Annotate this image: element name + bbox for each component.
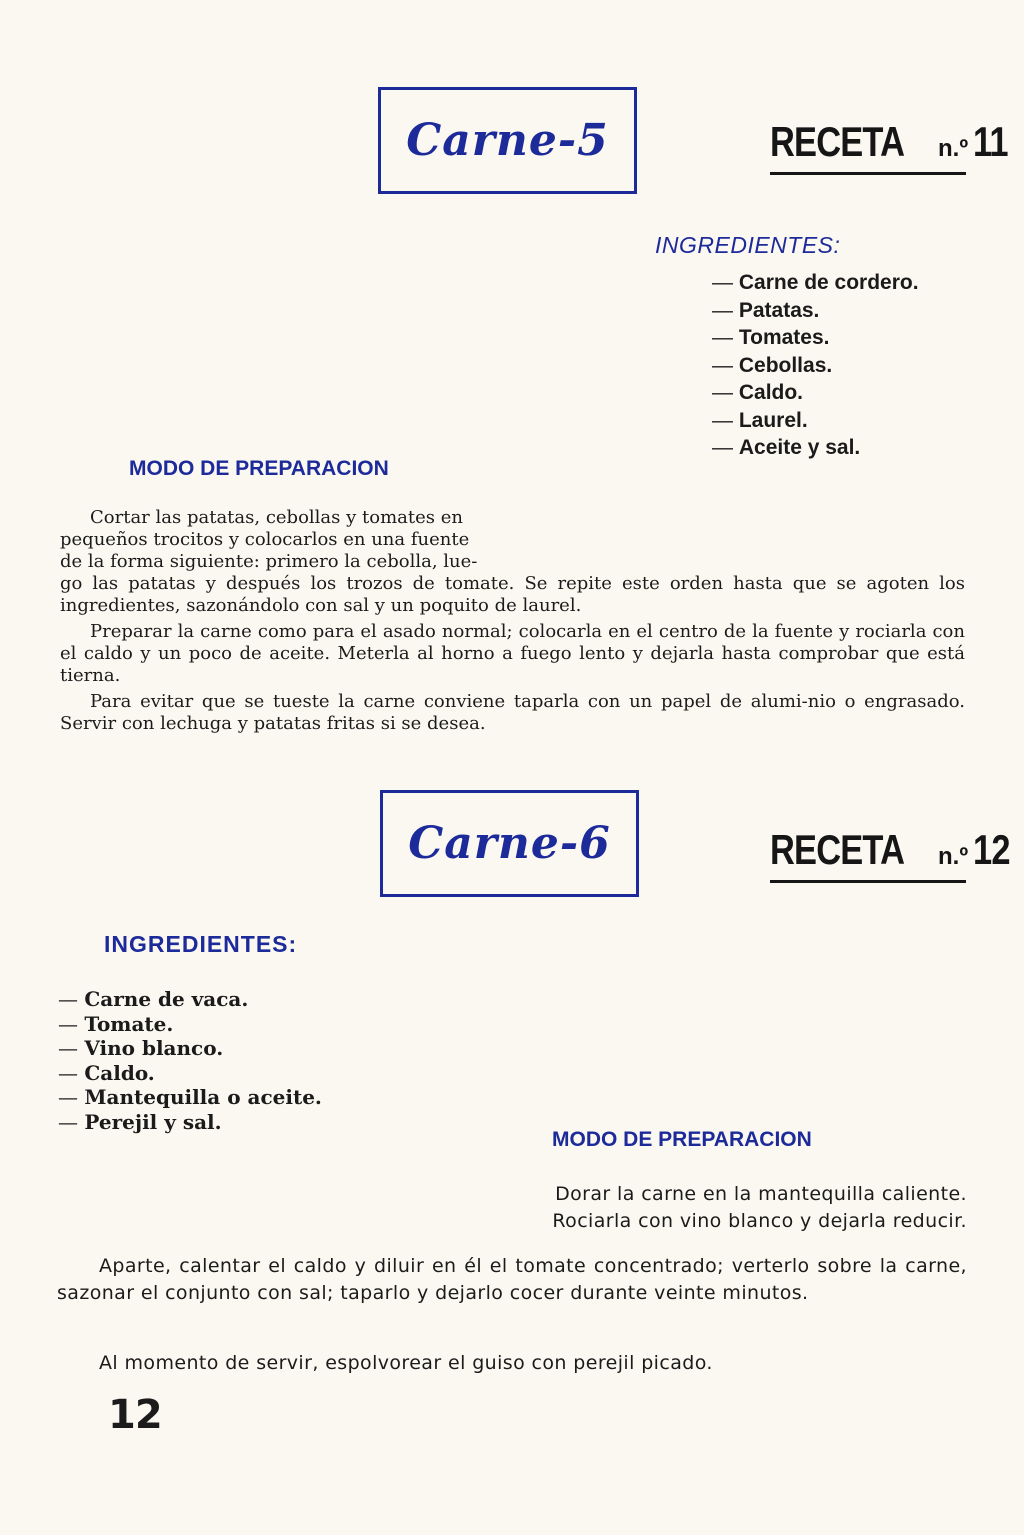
list-item: — Aceite y sal.	[712, 434, 919, 462]
method-paragraph: go las patatas y después los trozos de tomate. Se repite este orden hasta que se agoten los ingredientes, sazonándolo con sal y un poquito de laurel.	[60, 573, 965, 616]
recipe-title: Carne-6	[408, 818, 611, 869]
method-paragraph: Al momento de servir, espolvorear el guiso con perejil picado.	[99, 1352, 713, 1374]
method-heading: MODO DE PREPARACION	[129, 457, 389, 480]
recipe-number	[770, 826, 1010, 883]
list-item: — Caldo.	[712, 379, 919, 407]
method-paragraph: Para evitar que se tueste la carne conviene taparla con un papel de alumi-nio o engrasado. Servir con lechuga y patatas fritas si se desea.	[60, 691, 965, 734]
method-heading: MODO DE PREPARACION	[552, 1128, 812, 1151]
receta-label: RECETA	[770, 118, 905, 165]
list-item: — Carne de cordero.	[712, 269, 919, 297]
list-item: — Mantequilla o aceite.	[58, 1085, 322, 1110]
list-item: — Perejil y sal.	[58, 1110, 322, 1135]
receta-label: RECETA	[770, 826, 905, 873]
list-item: — Vino blanco.	[58, 1036, 322, 1061]
method-line: pequeños trocitos y colocarlos en una fuente	[60, 529, 470, 550]
ingredients-heading: INGREDIENTES:	[655, 232, 841, 258]
ingredients-list	[58, 987, 322, 1134]
method-paragraph: Preparar la carne como para el asado normal; colocarla en el centro de la fuente y rociarla con el caldo y un poco de aceite. Meterla al horno a fuego lento y dejarla hasta comprobar que está tierna.	[60, 621, 965, 686]
list-item: — Caldo.	[58, 1061, 322, 1086]
method-line: Cortar las patatas, cebollas y tomates en	[90, 507, 463, 528]
recipe-title-box	[378, 87, 637, 194]
recipe-number	[770, 118, 1008, 175]
list-item: — Tomates.	[712, 324, 919, 352]
receta-num: 11	[972, 118, 1008, 165]
method-line: Dorar la carne en la mantequilla caliente.	[555, 1183, 967, 1205]
page-number: 12	[108, 1392, 162, 1438]
recipe-title-box	[380, 790, 639, 897]
method-text	[60, 507, 965, 735]
method-paragraph: Aparte, calentar el caldo y diluir en él el tomate concentrado; verterlo sobre la carne, sazonar el conjunto con sal; taparlo y dejarlo cocer durante veinte minutos.	[57, 1255, 967, 1304]
list-item: — Carne de vaca.	[58, 987, 322, 1012]
list-item: — Laurel.	[712, 407, 919, 435]
receta-num: 12	[972, 826, 1010, 873]
method-line: de la forma siguiente: primero la cebolla, lue-	[60, 551, 478, 572]
list-item: — Tomate.	[58, 1012, 322, 1037]
ingredients-list	[712, 269, 919, 462]
method-line: Rociarla con vino blanco y dejarla reducir.	[552, 1210, 967, 1232]
receta-no: n.º	[938, 843, 969, 870]
recipe-title: Carne-5	[406, 115, 609, 166]
receta-no: n.º	[938, 135, 969, 162]
ingredients-heading: INGREDIENTES:	[104, 931, 298, 957]
list-item: — Patatas.	[712, 297, 919, 325]
list-item: — Cebollas.	[712, 352, 919, 380]
